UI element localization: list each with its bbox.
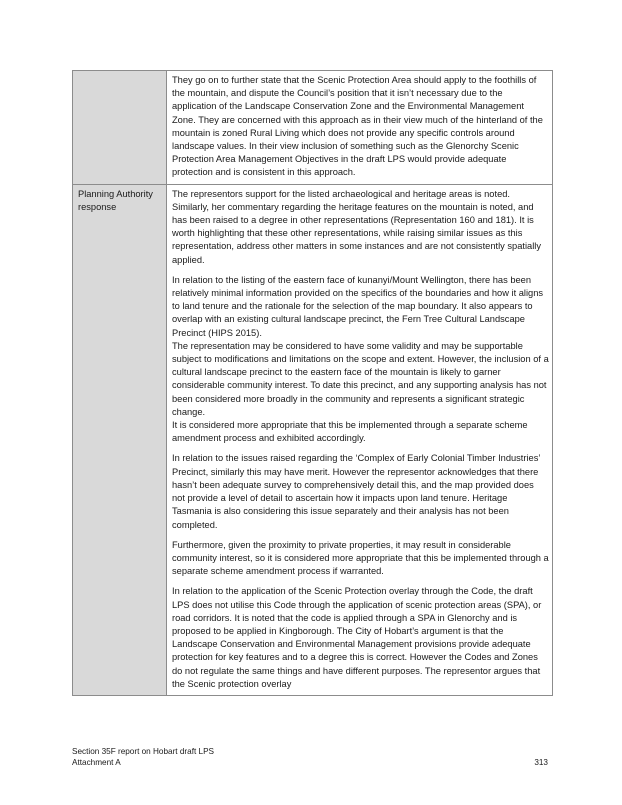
row-body xyxy=(167,184,553,695)
footer-report-title: Section 35F report on Hobart draft LPS xyxy=(72,747,214,756)
row-label-planning-authority-response xyxy=(73,184,167,695)
response-table xyxy=(72,70,553,696)
footer-attachment: Attachment A xyxy=(72,758,121,767)
page-number: 313 xyxy=(534,758,548,767)
paragraph-group xyxy=(172,274,549,446)
table-row xyxy=(73,184,553,695)
row-body xyxy=(167,71,553,185)
paragraph: In relation to the issues raised regarding the ‘Complex of Early Colonial Timber Industries’ Precinct, similarly this may have merit. However the representor acknowledges that there hasn’t been adequate survey to comprehensively detail this, and the map provided does not provide a level of detail to ascertain how it impacts upon land tenure. Heritage Tasmania is also considering this issue separately and their analysis has not been completed. xyxy=(172,453,541,530)
table-row xyxy=(73,71,553,185)
row-label-text: Planning Authority response xyxy=(78,188,153,212)
paragraph: Furthermore, given the proximity to private properties, it may result in considerable community interest, so it is considered more appropriate that this be implemented through a separate scheme amendment process if warranted. xyxy=(172,539,549,577)
page-footer xyxy=(72,746,214,768)
paragraph-line: It is considered more appropriate that this be implemented through a separate scheme amendment process and exhibited accordingly. xyxy=(172,420,528,444)
paragraph-line: In relation to the listing of the eastern face of kunanyi/Mount Wellington, there has been relatively minimal information provided on the specifics of the boundaries and how it aligns to land tenure and the rationale for the selection of the map boundary. It also appears to overlap with an existing cultural landscape precinct, the Fern Tree Cultural Landscape Precinct (HIPS 2015). xyxy=(172,274,544,338)
row-label-empty xyxy=(73,71,167,185)
paragraph-line: The representation may be considered to have some validity and may be supportable subject to modifications and limitations on the scope and extent. However, the inclusion of a cultural landscape precinct to the eastern face of the mountain is likely to garner considerable community interest. To date this precinct, and any supporting analysis has not been considered more broadly in the community and represents a significant strategic change. xyxy=(172,340,549,417)
paragraph: The representors support for the listed archaeological and heritage areas is noted. Similarly, her commentary regarding the heritage features on the mountain is noted, and has been raised to a degree in other representations (Representation 160 and 181). It is worth highlighting that these other representations, while raising similar issues as this representation, address other matters in some instances and are not consistently spatially applied. xyxy=(172,188,541,265)
paragraph: They go on to further state that the Scenic Protection Area should apply to the foothills of the mountain, and dispute the Council’s position that it isn’t necessary due to the application of the Landscape Conservation Zone and the Environmental Management Zone. They are concerned with this approach as in their view much of the hinterland of the mountain is zoned Rural Living which does not provide any specific controls around landscape values. In their view inclusion of something such as the Glenorchy Scenic Protection Area Management Objectives in the draft LPS would provide adequate protection and is consistent in this approach. xyxy=(172,75,543,178)
paragraph: In relation to the application of the Scenic Protection overlay through the Code, the draft LPS does not utilise this Code through the application of scenic protection areas (SPA), or road corridors. It is noted that the code is applied through a SPA in Glenorchy and is proposed to be applied in Kingborough. The City of Hobart’s argument is that the Landscape Conservation and Environmental Management provisions provide adequate protection for key features and to a degree this is correct. However the Codes and Zones do not regulate the same things and have different purposes. The representor argues that the Scenic protection overlay xyxy=(172,586,542,689)
